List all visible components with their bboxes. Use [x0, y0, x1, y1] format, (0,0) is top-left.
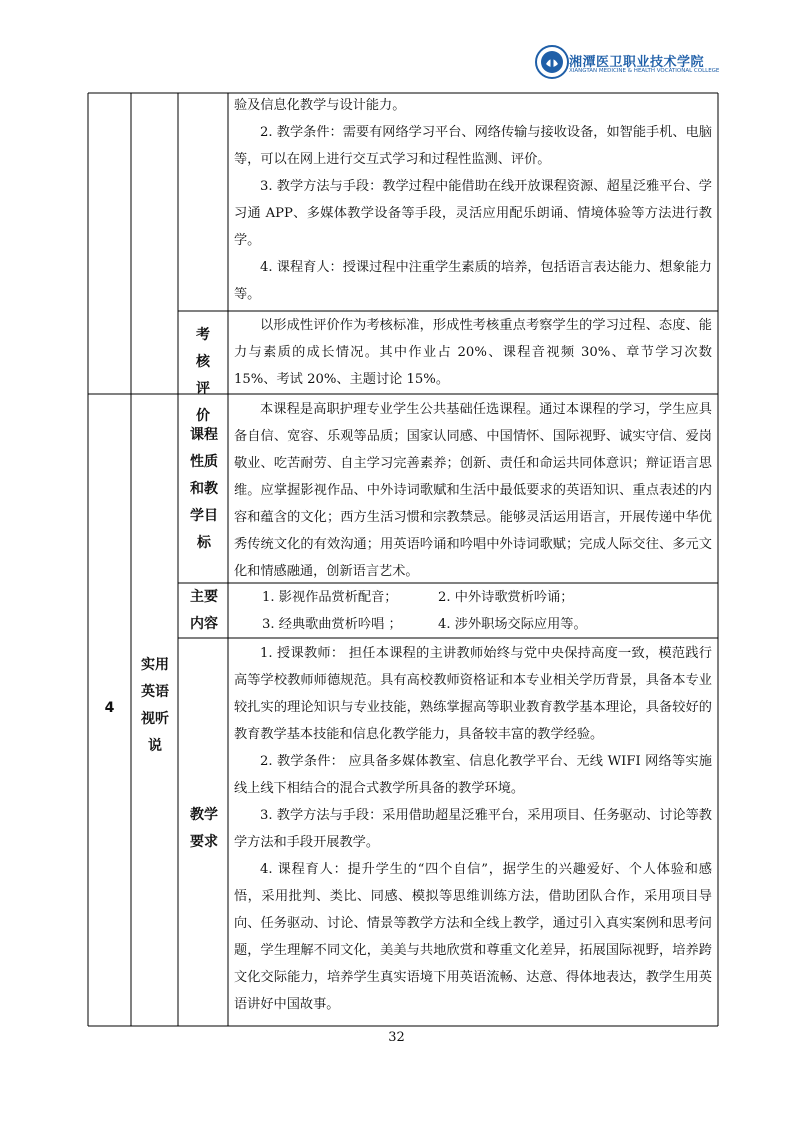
- assessment-paragraph: 以形成性评价作为考核标准，形成性考核重点考察学生的学习过程、态度、能力与素质的成长情况。其中作业占 20%、课程音视频 30%、章节学习次数 15%、考试 20%、主题讨论 15%。: [234, 318, 712, 387]
- course-name: 实用英语视听说: [141, 657, 169, 754]
- continued-req-p3: 3. 教学方法与手段：教学过程中能借助在线开放课程资源、超星泛雅平台、学习通 APP、多媒体教学设备等手段，灵活应用配乐朗诵、情境体验等方法进行教学。: [234, 179, 712, 248]
- requirements-p1: 1. 授课教师： 担任本课程的主讲教师始终与党中央保持高度一致，模范践行高等学校教师师德规范。具有高校教师资格证和本专业相关学历背景，具备本专业较扎实的理论知识与专业技能，熟练掌握高等职业教育教学基本理论，具备较好的教育教学基本技能和信息化教学能力，具备较丰富的教学经验。: [234, 646, 712, 742]
- assessment-label: 考核评价: [196, 327, 210, 424]
- continued-req-p4: 4. 课程育人：授课过程中注重学生素质的培养，包括语言表达能力、想象能力等。: [234, 260, 712, 302]
- assessment-text: [234, 312, 712, 393]
- page-number: 32: [388, 1030, 405, 1045]
- content-list: [252, 584, 712, 638]
- nature-label: 课程性质和教学目标: [190, 427, 218, 551]
- requirements-p3: 3. 教学方法与手段：采用借助超星泛雅平台，采用项目、任务驱动、讨论等教学方法和手段开展教学。: [234, 808, 712, 850]
- content-item: 4. 涉外职场交际应用等。: [438, 617, 587, 632]
- requirements-label: 教学要求: [190, 807, 218, 850]
- nature-paragraph: 本课程是高职护理专业学生公共基础任选课程。通过本课程的学习，学生应具备自信、宽容、乐观等品质；国家认同感、中国情怀、国际视野、诚实守信、爱岗敬业、吃苦耐劳、自主学习完善素养；创新、责任和命运共同体意识；辩证语言思维。应掌握影视作品、中外诗词歌赋和生活中最低要求的英语知识、重点表述的内容和蕴含的文化；西方生活习惯和宗教禁忌。能够灵活运用语言，开展传递中华优秀传统文化的有效沟通；用英语吟诵和吟唱中外诗词歌赋；完成人际交往、多元文化和情感融通，创新语言艺术。: [234, 402, 712, 579]
- requirements-p4: 4. 课程育人：提升学生的“四个自信”，据学生的兴趣爱好、个人体验和感悟，采用批判、类比、同感、模拟等思维训练方法，借助团队合作，采用项目导向、任务驱动、讨论、情景等教学方法和全线上教学，通过引入真实案例和思考问题，学生理解不同文化，美美与共地欣赏和尊重文化差异，拓展国际视野，培养跨文化交际能力，培养学生真实语境下用英语流畅、达意、得体地表达，教学生用英语讲好中国故事。: [234, 862, 712, 1012]
- continued-requirements: [234, 92, 712, 308]
- college-name-en: XIANGTAN MEDICINE & HEALTH VOCATIONAL COLLEGE: [569, 68, 720, 74]
- college-name-cn: 湘潭医卫职业技术学院: [569, 55, 705, 70]
- content-item: 1. 影视作品赏析配音；: [262, 590, 398, 605]
- content-label: 主要内容: [190, 589, 218, 632]
- course-number: 4: [104, 700, 115, 716]
- continued-req-p1: 验及信息化教学与设计能力。: [234, 98, 406, 113]
- content-item: 3. 经典歌曲赏析吟唱 ；: [262, 617, 402, 632]
- content-item: 2. 中外诗歌赏析吟诵；: [438, 590, 574, 605]
- continued-req-p2: 2. 教学条件：需要有网络学习平台、网络传输与接收设备，如智能手机、电脑等，可以在网上进行交互式学习和过程性监测、评价。: [234, 125, 712, 167]
- requirements-text: [234, 640, 712, 1018]
- nature-text: [234, 396, 712, 585]
- requirements-p2: 2. 教学条件： 应具备多媒体教室、信息化教学平台、无线 WIFI 网络等实施线上线下相结合的混合式教学所具备的教学环境。: [234, 754, 712, 796]
